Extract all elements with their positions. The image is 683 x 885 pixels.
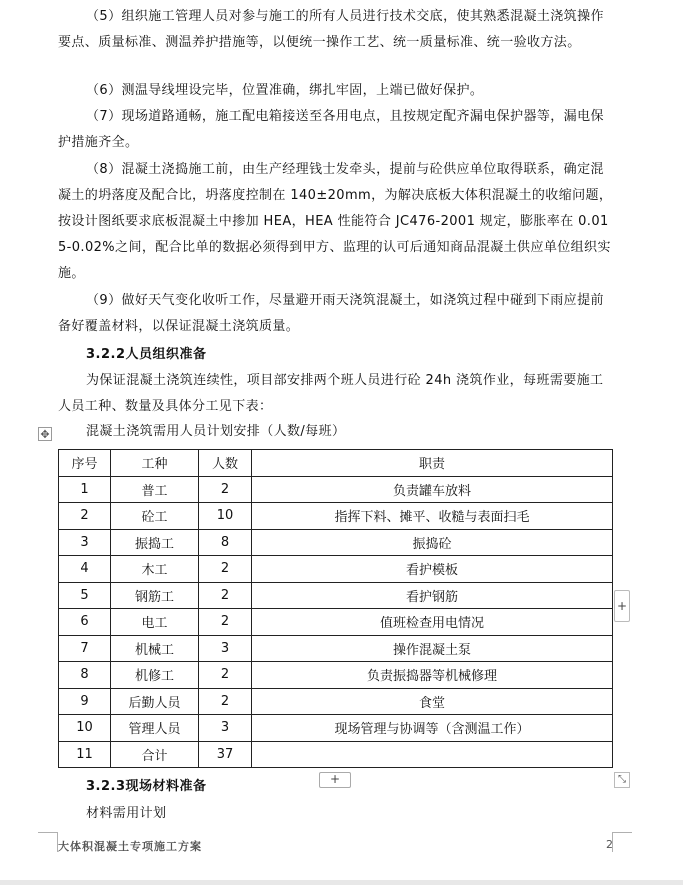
staffing-table xyxy=(58,449,613,768)
table-cell[interactable]: 看护模板 xyxy=(252,556,613,583)
table-cell[interactable]: 6 xyxy=(59,609,111,636)
paragraph-6: （6）测温导线埋设完毕，位置准确，绑扎牢固，上端已做好保护。 xyxy=(86,83,484,98)
table-cell[interactable]: 2 xyxy=(199,609,252,636)
section-heading-3-2-3 xyxy=(86,774,207,800)
table-row xyxy=(59,582,613,609)
table-cell[interactable]: 木工 xyxy=(111,556,199,583)
table-cell[interactable]: 操作混凝土泵 xyxy=(252,635,613,662)
table-cell[interactable]: 3 xyxy=(199,635,252,662)
section-number: 3.2.3 xyxy=(86,779,126,794)
table-header-row xyxy=(59,450,613,477)
table-cell[interactable]: 普工 xyxy=(111,476,199,503)
table-cell[interactable]: 负责罐车放料 xyxy=(252,476,613,503)
table-row xyxy=(59,635,613,662)
table-cell[interactable]: 2 xyxy=(199,662,252,689)
paragraph-8: （8）混凝土浇捣施工前，由生产经理钱士发牵头，提前与砼供应单位取得联系，确定混凝土的坍落度及配合比，坍落度控制在 140±20mm，为解决底板大体积混凝土的收缩问题，按设计图纸要求底板混凝土中掺加 HEA，HEA 性能符合 JC476-2001 规定，膨胀率在 0.015-0.02%之间，配合比单的数据必须得到甲方、监理的认可后通知商品混凝土供应单位组织实施。 xyxy=(58,162,613,281)
crop-mark xyxy=(38,832,58,833)
table-cell[interactable]: 现场管理与协调等（含测温工作） xyxy=(252,715,613,742)
table-row xyxy=(59,688,613,715)
table-cell[interactable]: 9 xyxy=(59,688,111,715)
table-cell[interactable]: 管理人员 xyxy=(111,715,199,742)
table-move-handle[interactable] xyxy=(38,427,52,441)
table-cell[interactable]: 5 xyxy=(59,582,111,609)
table-cell[interactable] xyxy=(252,741,613,768)
table-cell[interactable]: 8 xyxy=(59,662,111,689)
table-row xyxy=(59,476,613,503)
table-cell[interactable]: 机修工 xyxy=(111,662,199,689)
footer-title: 大体积混凝土专项施工方案 xyxy=(58,840,202,853)
table-cell[interactable]: 指挥下料、摊平、收糙与表面扫毛 xyxy=(252,503,613,530)
table-caption: 混凝土浇筑需用人员计划安排（人数/每班） xyxy=(86,424,346,439)
header-cell: 序号 xyxy=(59,450,111,477)
table-row xyxy=(59,503,613,530)
table-cell[interactable]: 振捣工 xyxy=(111,529,199,556)
table-cell[interactable]: 2 xyxy=(59,503,111,530)
table-cell[interactable]: 10 xyxy=(59,715,111,742)
header-cell: 工种 xyxy=(111,450,199,477)
move-icon: ✥ xyxy=(40,428,50,441)
add-row-button[interactable] xyxy=(319,772,351,788)
table-cell[interactable]: 1 xyxy=(59,476,111,503)
table-row xyxy=(59,741,613,768)
page-gap xyxy=(0,880,683,885)
crop-mark xyxy=(612,832,632,833)
paragraph-5: （5）组织施工管理人员对参与施工的所有人员进行技术交底，使其熟悉混凝土浇筑操作要点、质量标准、测温养护措施等，以便统一操作工艺、统一质量标准、统一验收方法。 xyxy=(58,9,604,50)
table-cell[interactable]: 值班检查用电情况 xyxy=(252,609,613,636)
header-cell: 职责 xyxy=(252,450,613,477)
paragraph-7: （7）现场道路通畅，施工配电箱接送至各用电点，且按规定配齐漏电保护器等，漏电保护措施齐全。 xyxy=(58,109,604,150)
table-row xyxy=(59,529,613,556)
table-cell[interactable]: 钢筋工 xyxy=(111,582,199,609)
table-cell[interactable]: 4 xyxy=(59,556,111,583)
table-cell[interactable]: 负责振捣器等机械修理 xyxy=(252,662,613,689)
section-heading-3-2-2 xyxy=(86,342,207,368)
table-cell[interactable]: 3 xyxy=(59,529,111,556)
table-cell[interactable]: 7 xyxy=(59,635,111,662)
table-cell[interactable]: 2 xyxy=(199,476,252,503)
table-cell[interactable]: 合计 xyxy=(111,741,199,768)
table-cell[interactable]: 振捣砼 xyxy=(252,529,613,556)
table-cell[interactable]: 10 xyxy=(199,503,252,530)
plus-icon: + xyxy=(616,599,628,613)
table-cell[interactable]: 后勤人员 xyxy=(111,688,199,715)
table-row xyxy=(59,609,613,636)
paragraph-9: （9）做好天气变化收听工作，尽量避开雨天浇筑混凝土，如浇筑过程中碰到下雨应提前备好覆盖材料，以保证混凝土浇筑质量。 xyxy=(58,293,604,334)
table-row xyxy=(59,715,613,742)
table-cell[interactable]: 机械工 xyxy=(111,635,199,662)
table-cell[interactable]: 食堂 xyxy=(252,688,613,715)
header-cell: 人数 xyxy=(199,450,252,477)
table-cell[interactable]: 37 xyxy=(199,741,252,768)
table-cell[interactable]: 电工 xyxy=(111,609,199,636)
section-number: 3.2.2 xyxy=(86,347,126,362)
plus-icon: + xyxy=(329,772,341,786)
material-plan-label: 材料需用计划 xyxy=(86,806,167,821)
table-resize-handle[interactable] xyxy=(614,772,630,788)
section-intro: 为保证混凝土浇筑连续性，项目部安排两个班人员进行砼 24h 浇筑作业，每班需要施工人员工种、数量及具体分工见下表： xyxy=(58,373,604,414)
table-cell[interactable]: 2 xyxy=(199,582,252,609)
table-cell[interactable]: 砼工 xyxy=(111,503,199,530)
section-title: 人员组织准备 xyxy=(125,347,207,362)
table-row xyxy=(59,556,613,583)
table-cell[interactable]: 3 xyxy=(199,715,252,742)
table-cell[interactable]: 2 xyxy=(199,688,252,715)
table-cell[interactable]: 看护钢筋 xyxy=(252,582,613,609)
table-cell[interactable]: 11 xyxy=(59,741,111,768)
section-title: 现场材料准备 xyxy=(125,779,207,794)
table-cell[interactable]: 2 xyxy=(199,556,252,583)
table-cell[interactable]: 8 xyxy=(199,529,252,556)
add-column-button[interactable] xyxy=(614,590,630,622)
page-number: 2 xyxy=(606,838,613,851)
table-row xyxy=(59,662,613,689)
resize-icon: ⤡ xyxy=(618,774,626,785)
